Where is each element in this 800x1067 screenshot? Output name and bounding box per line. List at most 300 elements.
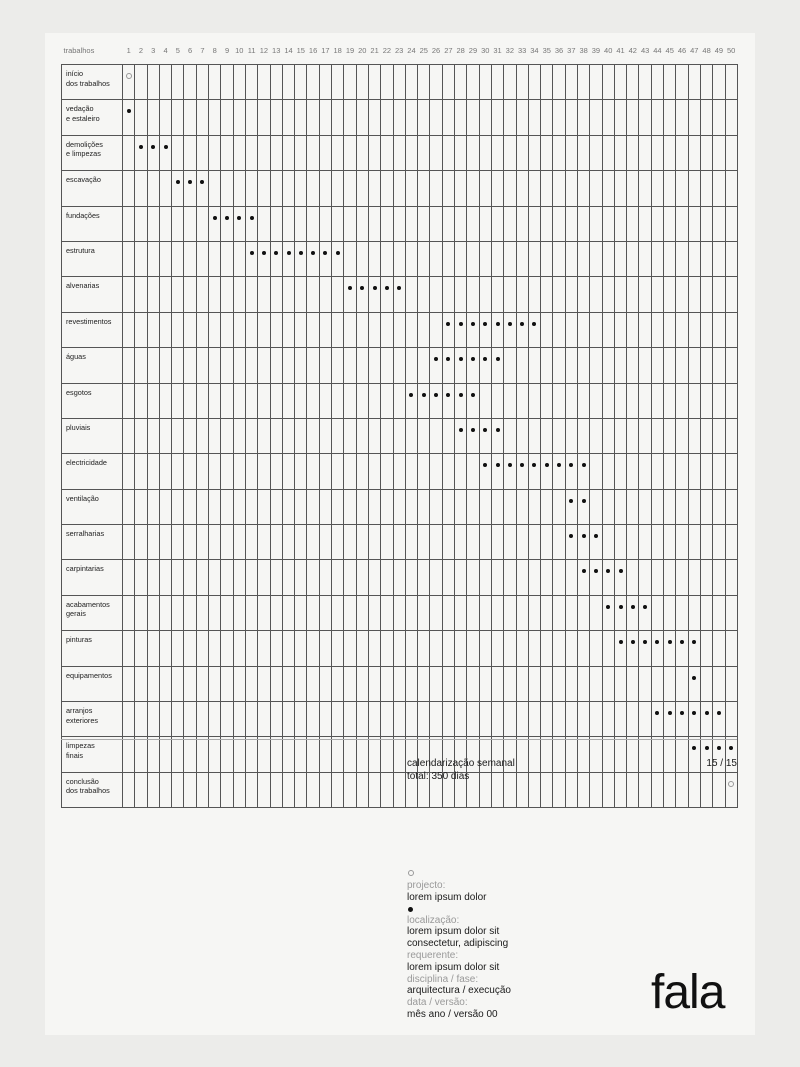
week-cell [639, 631, 651, 666]
week-cell [725, 241, 737, 276]
week-cell [147, 702, 159, 737]
week-cell [368, 489, 380, 524]
week-cell [479, 454, 491, 489]
week-cell [713, 135, 725, 170]
week-cell [676, 135, 688, 170]
week-cell [295, 702, 307, 737]
week-cell [516, 65, 528, 100]
week-cell [319, 666, 331, 701]
week-cell [614, 312, 626, 347]
week-number: 30 [481, 46, 490, 55]
week-cell [565, 666, 577, 701]
week-cell [541, 772, 553, 807]
week-cell [393, 65, 405, 100]
week-cell [123, 277, 135, 312]
week-cell [319, 348, 331, 383]
week-cell [577, 525, 589, 560]
week-cell [147, 631, 159, 666]
week-cell [614, 348, 626, 383]
week-number: 9 [224, 46, 230, 55]
week-cell [688, 631, 700, 666]
week-cell [614, 772, 626, 807]
activity-dot-marker [717, 746, 721, 750]
week-cell [577, 772, 589, 807]
week-cell [258, 65, 270, 100]
week-cell [676, 454, 688, 489]
week-cell [590, 277, 602, 312]
week-cell [614, 171, 626, 206]
week-cell [577, 206, 589, 241]
week-cell [307, 277, 319, 312]
task-row [62, 560, 738, 595]
week-cell [455, 418, 467, 453]
week-cell [159, 277, 171, 312]
week-cell [245, 206, 257, 241]
week-cell [713, 666, 725, 701]
week-cell [307, 171, 319, 206]
week-cell [725, 666, 737, 701]
week-cell [467, 489, 479, 524]
task-row [62, 312, 738, 347]
activity-dot-marker [668, 640, 672, 644]
week-cell [295, 525, 307, 560]
week-cell [295, 277, 307, 312]
activity-dot-marker [582, 463, 586, 467]
week-cell [393, 418, 405, 453]
week-cell [528, 277, 540, 312]
week-cell [651, 489, 663, 524]
week-cell [455, 312, 467, 347]
week-number: 11 [247, 46, 256, 55]
week-cell [700, 666, 712, 701]
week-cell [319, 135, 331, 170]
week-cell [123, 454, 135, 489]
week-cell [553, 312, 565, 347]
week-cell [639, 383, 651, 418]
week-cell [430, 312, 442, 347]
week-cell [245, 560, 257, 595]
week-cell [123, 348, 135, 383]
week-cell [430, 383, 442, 418]
activity-dot-marker [483, 357, 487, 361]
week-number: 50 [727, 46, 736, 55]
week-cell [455, 206, 467, 241]
week-cell [123, 65, 135, 100]
activity-dot-marker [471, 428, 475, 432]
week-cell [258, 631, 270, 666]
task-label: águas [62, 348, 123, 383]
week-cell [344, 277, 356, 312]
week-cell [245, 666, 257, 701]
task-label: equipamentos [62, 666, 123, 701]
week-cell [491, 348, 503, 383]
week-cell [159, 206, 171, 241]
week-cell [147, 560, 159, 595]
week-cell [159, 631, 171, 666]
week-cell [614, 277, 626, 312]
week-cell [209, 135, 221, 170]
week-cell [245, 312, 257, 347]
week-cell [688, 277, 700, 312]
week-cell [504, 277, 516, 312]
week-cell [123, 241, 135, 276]
week-cell [430, 631, 442, 666]
week-cell [565, 454, 577, 489]
week-cell [319, 418, 331, 453]
activity-dot-marker [705, 711, 709, 715]
week-cell [184, 702, 196, 737]
week-cell [418, 65, 430, 100]
task-row [62, 702, 738, 737]
week-cell [196, 206, 208, 241]
week-cell [430, 525, 442, 560]
week-cell [209, 489, 221, 524]
week-cell [541, 135, 553, 170]
activity-dot-marker [582, 499, 586, 503]
week-cell [602, 666, 614, 701]
week-number: 40 [604, 46, 613, 55]
week-cell [553, 737, 565, 772]
week-cell [528, 100, 540, 135]
week-cell [282, 666, 294, 701]
week-cell [528, 171, 540, 206]
week-cell [700, 312, 712, 347]
week-cell [651, 135, 663, 170]
task-row [62, 525, 738, 560]
activity-dot-marker [582, 534, 586, 538]
task-label: carpintarias [62, 560, 123, 595]
week-cell [688, 65, 700, 100]
week-cell [639, 454, 651, 489]
activity-dot-marker [643, 640, 647, 644]
week-cell [504, 206, 516, 241]
week-cell [614, 666, 626, 701]
dot-marker-icon [408, 907, 413, 912]
week-cell [700, 135, 712, 170]
week-cell [332, 206, 344, 241]
week-cell [442, 525, 454, 560]
activity-dot-marker [274, 251, 278, 255]
activity-dot-marker [532, 463, 536, 467]
week-cell [282, 241, 294, 276]
week-cell [172, 383, 184, 418]
week-cell [651, 277, 663, 312]
week-cell [270, 241, 282, 276]
week-cell [479, 560, 491, 595]
week-cell [700, 489, 712, 524]
week-cell [676, 348, 688, 383]
week-cell [282, 631, 294, 666]
week-cell [233, 525, 245, 560]
week-cell [368, 348, 380, 383]
week-cell [590, 100, 602, 135]
week-cell [196, 489, 208, 524]
week-cell [159, 666, 171, 701]
week-cell [368, 702, 380, 737]
week-cell [479, 312, 491, 347]
week-cell [233, 100, 245, 135]
week-cell [307, 348, 319, 383]
week-cell [270, 135, 282, 170]
week-cell [147, 135, 159, 170]
activity-dot-marker [139, 145, 143, 149]
week-cell [688, 206, 700, 241]
week-cell [147, 489, 159, 524]
week-cell [209, 241, 221, 276]
week-cell [135, 631, 147, 666]
week-cell [356, 418, 368, 453]
week-cell [245, 772, 257, 807]
week-cell [184, 418, 196, 453]
week-cell [135, 383, 147, 418]
task-row [62, 454, 738, 489]
week-cell [184, 383, 196, 418]
week-cell [159, 312, 171, 347]
week-cell [676, 65, 688, 100]
week-cell [541, 65, 553, 100]
week-cell [344, 65, 356, 100]
week-cell [528, 666, 540, 701]
week-cell [528, 348, 540, 383]
week-cell [627, 348, 639, 383]
week-cell [664, 241, 676, 276]
week-number: 5 [175, 46, 180, 55]
activity-dot-marker [311, 251, 315, 255]
week-cell [491, 206, 503, 241]
week-cell [245, 418, 257, 453]
week-cell [479, 100, 491, 135]
activity-dot-marker [619, 605, 623, 609]
week-cell [319, 312, 331, 347]
week-cell [196, 100, 208, 135]
week-cell [590, 418, 602, 453]
activity-dot-marker [692, 711, 696, 715]
task-row [62, 65, 738, 100]
activity-dot-marker [434, 393, 438, 397]
week-cell [196, 666, 208, 701]
week-cell [700, 383, 712, 418]
week-cell [713, 454, 725, 489]
task-row [62, 418, 738, 453]
week-cell [159, 418, 171, 453]
week-number: 32 [505, 46, 515, 55]
week-cell [455, 241, 467, 276]
week-number: 29 [468, 46, 478, 55]
week-cell [184, 135, 196, 170]
week-cell [725, 560, 737, 595]
milestone-ring-marker [728, 781, 734, 787]
week-cell [245, 454, 257, 489]
week-cell [614, 560, 626, 595]
week-cell [307, 454, 319, 489]
activity-dot-marker [459, 393, 463, 397]
week-cell [368, 631, 380, 666]
week-cell [405, 595, 417, 630]
activity-dot-marker [483, 463, 487, 467]
week-cell [627, 383, 639, 418]
week-cell [639, 666, 651, 701]
week-cell [368, 65, 380, 100]
week-cell [368, 737, 380, 772]
week-cell [135, 348, 147, 383]
week-cell [172, 65, 184, 100]
week-cell [393, 348, 405, 383]
data-value: mês ano / versão 00 [407, 1008, 498, 1020]
week-cell [418, 489, 430, 524]
activity-dot-marker [471, 357, 475, 361]
activity-dot-marker [127, 109, 131, 113]
week-cell [295, 772, 307, 807]
week-header-row [62, 43, 738, 65]
week-cell [381, 560, 393, 595]
activity-dot-marker [729, 746, 733, 750]
week-cell [455, 135, 467, 170]
week-cell [516, 525, 528, 560]
week-cell [307, 595, 319, 630]
week-cell [528, 702, 540, 737]
week-cell [639, 277, 651, 312]
week-cell [356, 489, 368, 524]
week-cell [602, 418, 614, 453]
week-cell [123, 737, 135, 772]
week-cell [159, 595, 171, 630]
week-cell [577, 737, 589, 772]
document-sheet [45, 33, 755, 1035]
week-cell [307, 631, 319, 666]
week-number: 21 [370, 46, 379, 55]
activity-dot-marker [692, 640, 696, 644]
week-cell [442, 595, 454, 630]
week-cell [209, 702, 221, 737]
week-cell [688, 489, 700, 524]
task-label: ventilação [62, 489, 123, 524]
week-cell [467, 277, 479, 312]
week-cell [430, 595, 442, 630]
week-cell [651, 737, 663, 772]
week-cell [614, 454, 626, 489]
week-number: 22 [382, 46, 392, 55]
week-cell [430, 560, 442, 595]
week-cell [614, 737, 626, 772]
week-cell [565, 171, 577, 206]
week-cell [245, 100, 257, 135]
week-cell [639, 489, 651, 524]
week-cell [307, 206, 319, 241]
week-cell [553, 100, 565, 135]
week-cell [282, 348, 294, 383]
week-cell [209, 631, 221, 666]
week-cell [418, 383, 430, 418]
week-cell [282, 100, 294, 135]
week-cell [467, 312, 479, 347]
week-cell [553, 418, 565, 453]
activity-dot-marker [582, 569, 586, 573]
week-cell [356, 241, 368, 276]
week-cell [381, 702, 393, 737]
week-cell [332, 560, 344, 595]
week-cell [541, 525, 553, 560]
week-cell [700, 631, 712, 666]
week-cell [282, 702, 294, 737]
activity-dot-marker [655, 640, 659, 644]
week-cell [713, 631, 725, 666]
week-cell [172, 737, 184, 772]
week-cell [123, 631, 135, 666]
week-cell [676, 171, 688, 206]
week-cell [430, 277, 442, 312]
schedule-table [61, 43, 738, 808]
week-cell [467, 666, 479, 701]
task-label: limpezas finais [62, 737, 123, 772]
task-label: escavação [62, 171, 123, 206]
week-cell [479, 418, 491, 453]
week-cell [713, 312, 725, 347]
week-cell [393, 100, 405, 135]
week-cell [577, 595, 589, 630]
week-cell [332, 631, 344, 666]
activity-dot-marker [496, 463, 500, 467]
week-cell [159, 383, 171, 418]
week-cell [172, 100, 184, 135]
week-cell [270, 737, 282, 772]
week-cell [135, 737, 147, 772]
week-cell [282, 772, 294, 807]
week-cell [233, 454, 245, 489]
week-cell [676, 277, 688, 312]
week-cell [381, 277, 393, 312]
activity-dot-marker [594, 534, 598, 538]
week-cell [700, 171, 712, 206]
week-cell [123, 525, 135, 560]
week-cell [602, 100, 614, 135]
week-cell [455, 560, 467, 595]
week-cell [418, 277, 430, 312]
week-cell [700, 595, 712, 630]
week-cell [123, 702, 135, 737]
week-cell [221, 206, 233, 241]
week-cell [282, 525, 294, 560]
week-cell [221, 312, 233, 347]
week-cell [381, 171, 393, 206]
week-cell [467, 348, 479, 383]
week-cell [221, 702, 233, 737]
week-cell [553, 135, 565, 170]
week-cell [627, 737, 639, 772]
week-cell [455, 277, 467, 312]
week-cell [344, 737, 356, 772]
week-cell [209, 100, 221, 135]
activity-dot-marker [385, 286, 389, 290]
week-cell [221, 135, 233, 170]
week-cell [639, 737, 651, 772]
week-cell [258, 348, 270, 383]
week-cell [676, 489, 688, 524]
week-cell [541, 171, 553, 206]
week-cell [627, 595, 639, 630]
week-cell [405, 348, 417, 383]
week-cell [627, 135, 639, 170]
week-cell [479, 206, 491, 241]
week-cell [172, 702, 184, 737]
week-cell [442, 348, 454, 383]
week-cell [233, 595, 245, 630]
week-cell [713, 595, 725, 630]
week-cell [639, 241, 651, 276]
week-cell [344, 666, 356, 701]
week-cell [332, 489, 344, 524]
activity-dot-marker [606, 569, 610, 573]
week-cell [553, 454, 565, 489]
